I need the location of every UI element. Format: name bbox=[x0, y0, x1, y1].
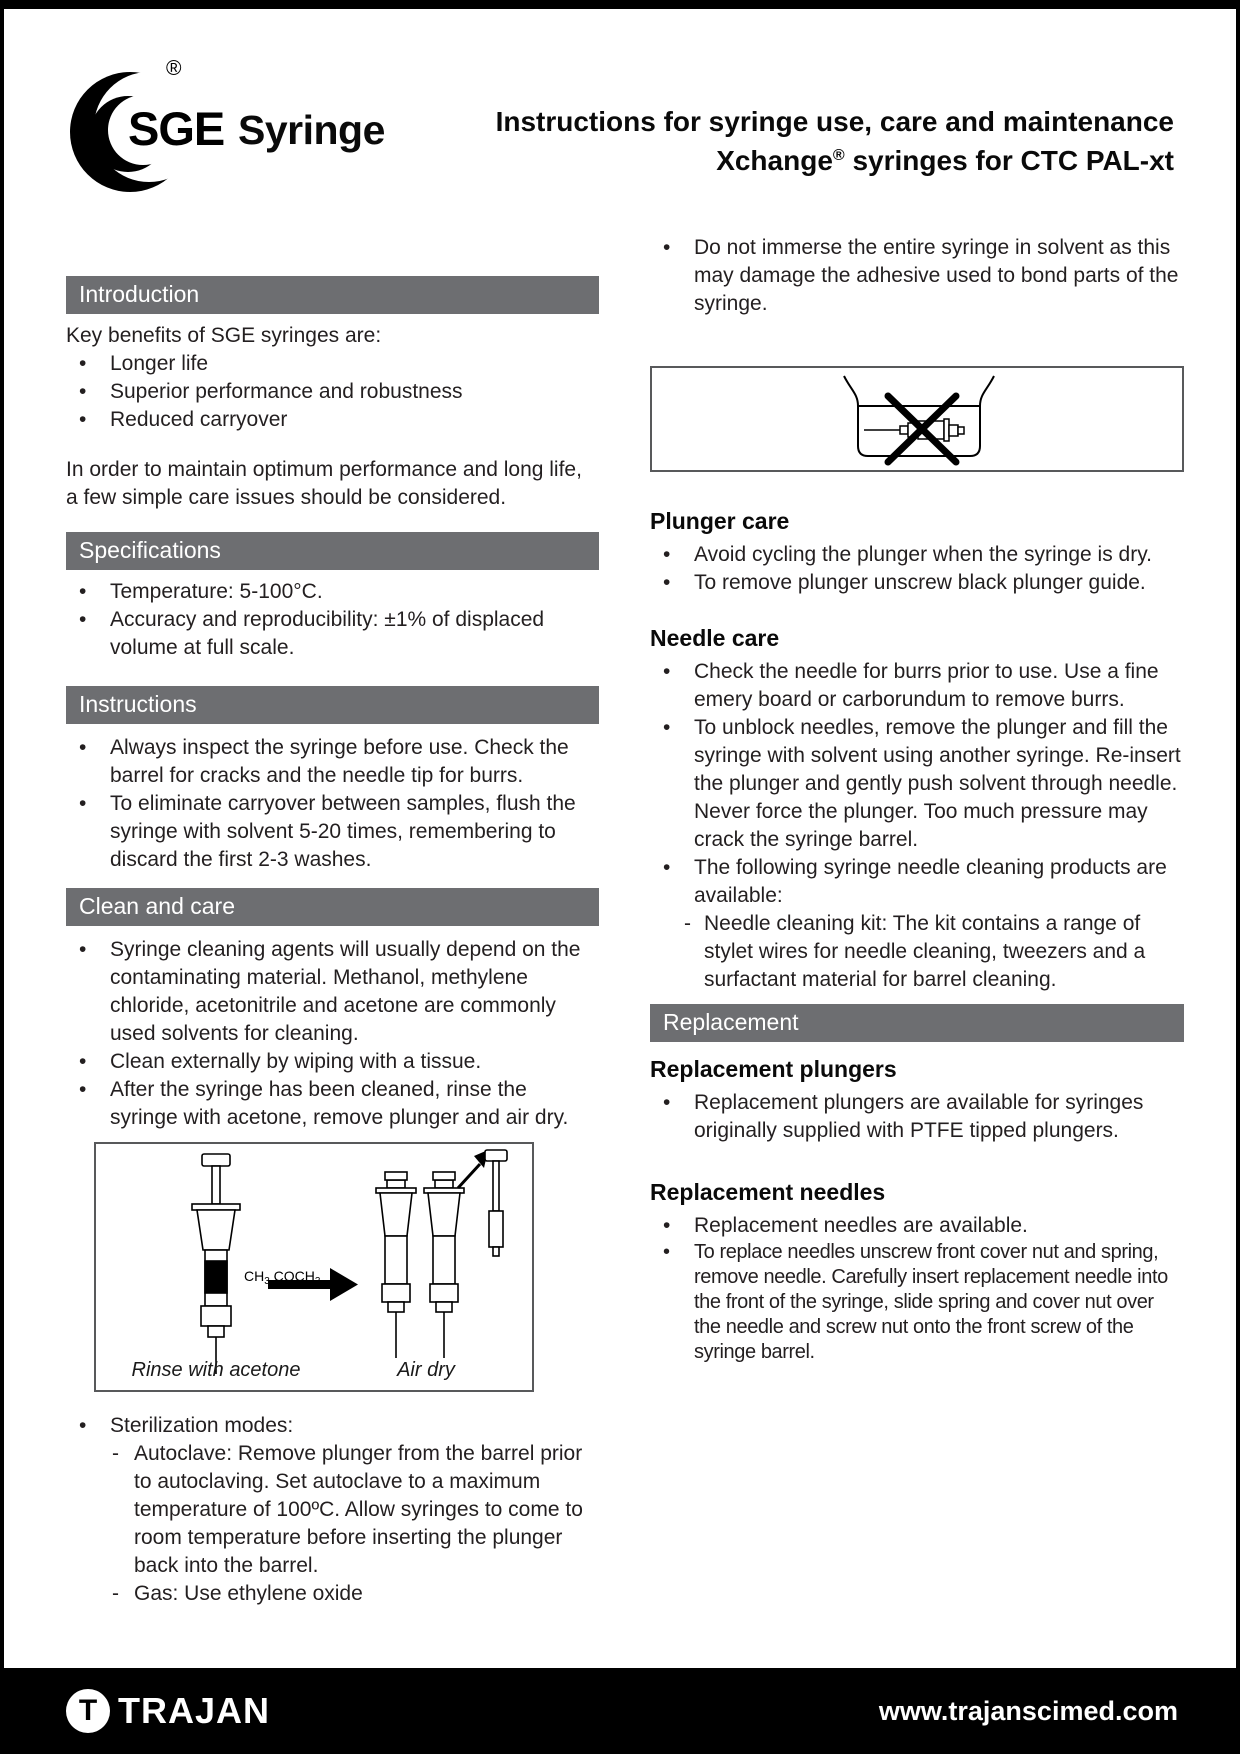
list-item: • Superior performance and robustness bbox=[66, 378, 599, 406]
sub-list-item: - Autoclave: Remove plunger from the barrel prior to autoclaving. Set autoclave to a maximum temperature of 100ºC. Allow syringes to come to room temperature before inserting the plunger back into the barrel. bbox=[112, 1440, 599, 1580]
section-header-specifications: Specifications bbox=[66, 532, 599, 570]
list-item: • To replace needles unscrew front cover nut and spring, remove needle. Carefully insert replacement needle into the front of the syringe, slide spring and cover nut over the needle and screw nut onto the front screw of the syringe barrel. bbox=[650, 1240, 1184, 1365]
list-item: • Avoid cycling the plunger when the syringe is dry. bbox=[650, 541, 1184, 569]
bullet-marker: • bbox=[663, 716, 671, 739]
logo-product-text: Syringe bbox=[238, 107, 385, 153]
trajan-circle-icon bbox=[66, 1689, 110, 1733]
replacement-needles-heading: Replacement needles bbox=[650, 1179, 886, 1205]
bullet-marker: • bbox=[79, 380, 87, 403]
dash-marker: - bbox=[684, 912, 691, 935]
section-header-instructions: Instructions bbox=[66, 686, 599, 724]
sub-list-item: - Gas: Use ethylene oxide bbox=[112, 1580, 599, 1608]
list-item: • Replacement needles are available. bbox=[650, 1212, 1184, 1240]
bullet-marker: • bbox=[663, 1091, 671, 1114]
list-item: • Replacement plungers are available for syringes originally supplied with PTFE tipped plungers. bbox=[650, 1089, 1184, 1145]
syringe-cleaning-figure bbox=[94, 1142, 534, 1392]
replacement-plungers-bullets bbox=[650, 1089, 1184, 1145]
replacement-needles-bullets bbox=[650, 1212, 1184, 1365]
no-immersion-diagram bbox=[652, 368, 1182, 470]
bullet-marker: • bbox=[79, 736, 87, 759]
small-arrow-icon bbox=[458, 1150, 488, 1188]
syringe-rinse-airdry-diagram bbox=[96, 1144, 532, 1390]
list-item: • The following syringe needle cleaning products are available: bbox=[650, 854, 1184, 910]
assembled-syringe-icon bbox=[192, 1154, 240, 1374]
introduction-bullets bbox=[66, 350, 599, 434]
right-column bbox=[650, 234, 1184, 1365]
bullet-marker: • bbox=[79, 792, 87, 815]
no-immersion-figure bbox=[650, 366, 1184, 472]
bullet-marker: • bbox=[663, 571, 671, 594]
list-item: • Accuracy and reproducibility: ±1% of displaced volume at full scale. bbox=[66, 606, 599, 662]
trajan-t-letter: T bbox=[78, 1694, 98, 1727]
clean-and-care-bullets bbox=[66, 936, 599, 1132]
bullet-marker: • bbox=[663, 856, 671, 879]
beaker-icon bbox=[844, 376, 994, 456]
bullet-marker: • bbox=[663, 543, 671, 566]
bullet-marker: • bbox=[79, 408, 87, 431]
title-registered-mark: ® bbox=[832, 147, 845, 164]
syringe-barrel-icon bbox=[376, 1172, 416, 1358]
section-header-clean-and-care: Clean and care bbox=[66, 888, 599, 926]
list-item: • Temperature: 5-100°C. bbox=[66, 578, 599, 606]
list-item: • To unblock needles, remove the plunger and fill the syringe with solvent using another syringe. Re-insert the plunger and gently push solvent through needle. Never force the plunger. Too much pressure may crack the syringe barrel. bbox=[650, 714, 1184, 854]
list-item: • Always inspect the syringe before use. Check the barrel for cracks and the needle tip for burrs. bbox=[66, 734, 599, 790]
list-item: • To remove plunger unscrew black plunger guide. bbox=[650, 569, 1184, 597]
sge-syringe-logo bbox=[68, 57, 398, 201]
bullet-marker: • bbox=[79, 1050, 87, 1073]
specifications-bullets bbox=[66, 578, 599, 662]
document-title bbox=[414, 105, 1174, 178]
footer-website-url: www.trajanscimed.com bbox=[878, 1695, 1178, 1726]
trajan-logo bbox=[66, 1689, 270, 1733]
introduction-paragraph: In order to maintain optimum performance and long life, a few simple care issues should be considered. bbox=[66, 458, 582, 509]
sterilization-list bbox=[66, 1412, 599, 1608]
list-item: • Syringe cleaning agents will usually depend on the contaminating material. Methanol, methylene chloride, acetonitrile and acetone are commonly used solvents for cleaning. bbox=[66, 936, 599, 1048]
bullet-marker: • bbox=[663, 660, 671, 683]
figure-caption-airdry: Air dry bbox=[397, 1359, 455, 1381]
dash-marker: - bbox=[112, 1582, 119, 1605]
plunger-care-heading: Plunger care bbox=[650, 508, 790, 534]
immersion-warning bbox=[650, 234, 1184, 318]
section-header-replacement: Replacement bbox=[650, 1004, 1184, 1042]
bullet-marker: • bbox=[79, 352, 87, 375]
bullet-marker: • bbox=[79, 1414, 87, 1437]
list-item: • Do not immerse the entire syringe in solvent as this may damage the adhesive used to bond parts of the syringe. bbox=[650, 234, 1184, 318]
bullet-marker: • bbox=[663, 1214, 671, 1237]
title-line-2 bbox=[414, 139, 1174, 178]
title-xchange: Xchange bbox=[716, 145, 833, 176]
bullet-marker: • bbox=[79, 608, 87, 631]
list-item: • Clean externally by wiping with a tissue. bbox=[66, 1048, 599, 1076]
plunger-care-bullets bbox=[650, 541, 1184, 597]
bullet-marker: • bbox=[663, 1241, 670, 1263]
registered-mark: ® bbox=[166, 57, 182, 80]
replacement-plungers-heading: Replacement plungers bbox=[650, 1056, 897, 1082]
list-item: • Longer life bbox=[66, 350, 599, 378]
sub-list-item: - Needle cleaning kit: The kit contains a range of stylet wires for needle cleaning, tweezers and a surfactant material for barrel cleaning. bbox=[684, 910, 1184, 994]
list-item: • Reduced carryover bbox=[66, 406, 599, 434]
instructions-bullets bbox=[66, 734, 599, 874]
title-line-2-rest: syringes for CTC PAL-xt bbox=[844, 145, 1174, 176]
bullet-marker: • bbox=[79, 938, 87, 961]
chemical-formula-label: $CH_3$ $COCH_3$ bbox=[244, 1268, 321, 1287]
logo-brand-text: SGE bbox=[128, 102, 225, 155]
list-item: • To eliminate carryover between samples, flush the syringe with solvent 5-20 times, remembering to discard the first 2-3 washes. bbox=[66, 790, 599, 874]
list-item: • Sterilization modes: bbox=[66, 1412, 599, 1440]
figure-caption-rinse: Rinse with acetone bbox=[131, 1359, 301, 1381]
introduction-lead: Key benefits of SGE syringes are: bbox=[66, 324, 382, 347]
needle-care-heading: Needle care bbox=[650, 625, 780, 651]
list-item: • Check the needle for burrs prior to use. Use a fine emery board or carborundum to remove burrs. bbox=[650, 658, 1184, 714]
bullet-marker: • bbox=[663, 236, 671, 259]
list-item: • After the syringe has been cleaned, rinse the syringe with acetone, remove plunger and air dry. bbox=[66, 1076, 599, 1132]
section-header-introduction: Introduction bbox=[66, 276, 599, 314]
footer-brand-text: TRAJAN bbox=[118, 1690, 271, 1731]
dash-marker: - bbox=[112, 1442, 119, 1465]
left-column bbox=[66, 276, 599, 1608]
detached-plunger-icon bbox=[485, 1150, 507, 1256]
bullet-marker: • bbox=[79, 1078, 87, 1101]
syringe-barrel-icon bbox=[424, 1172, 464, 1358]
title-line-1: Instructions for syringe use, care and maintenance bbox=[495, 106, 1174, 137]
footer-bar bbox=[4, 1668, 1236, 1754]
bullet-marker: • bbox=[79, 580, 87, 603]
needle-care-bullets bbox=[650, 658, 1184, 994]
